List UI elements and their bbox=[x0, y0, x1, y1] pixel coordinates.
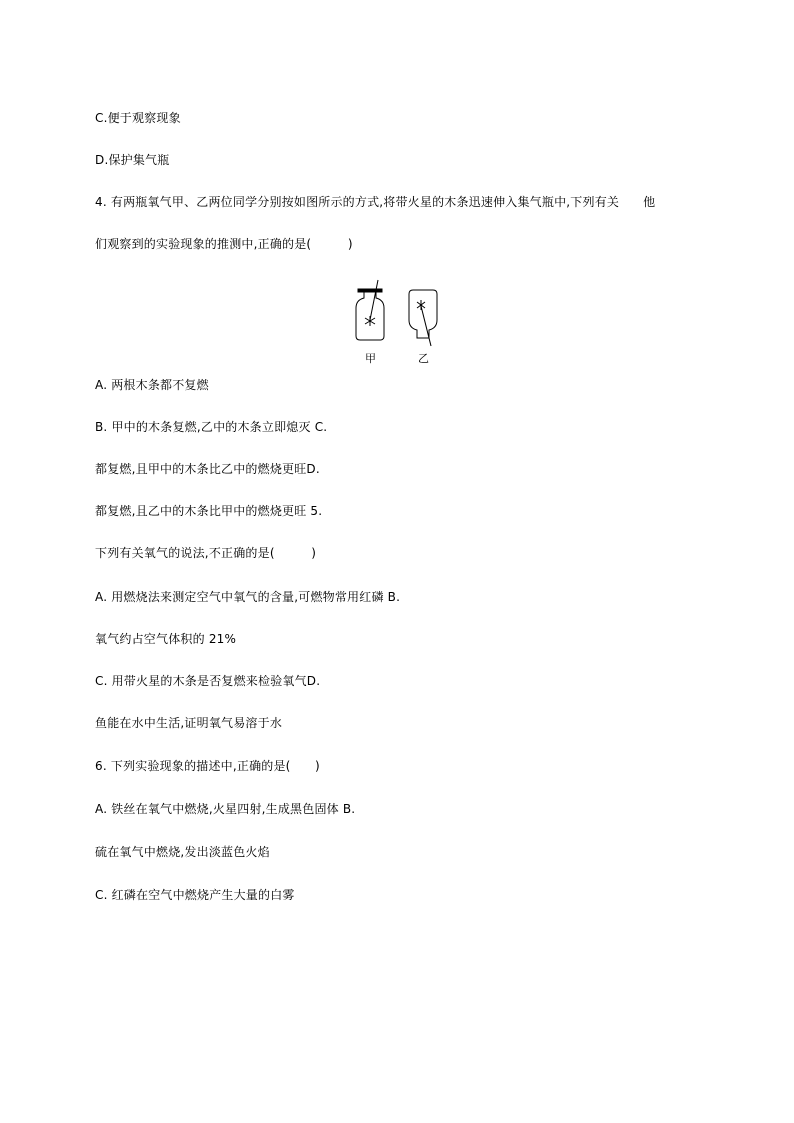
option-4b: B. 甲中的木条复燃,乙中的木条立即熄灭 C. bbox=[95, 420, 328, 434]
option-5a: A. 用燃烧法来测定空气中氧气的含量,可燃物常用红磷 B. bbox=[95, 590, 401, 604]
question-4-stem-line2: 们观察到的实验现象的推测中,正确的是( ) bbox=[95, 237, 353, 251]
bottle-jia-splint bbox=[370, 280, 378, 320]
option-3d: D.保护集气瓶 bbox=[95, 153, 170, 167]
option-6a: A. 铁丝在氧气中燃烧,火星四射,生成黑色固体 B. bbox=[95, 802, 356, 816]
question-4-stem-part2: 他 bbox=[643, 195, 656, 209]
question-4-stem-part1: 4. 有两瓶氧气甲、乙两位同学分别按如图所示的方式,将带火星的木条迅速伸入集气瓶中,下列有关 bbox=[95, 195, 620, 209]
question-6-stem: 6. 下列实验现象的描述中,正确的是( ) bbox=[95, 759, 320, 773]
bottle-yi-splint bbox=[421, 306, 431, 346]
option-5c: C. 用带火星的木条是否复燃来检验氧气D. bbox=[95, 674, 321, 688]
option-6b: 硫在氧气中燃烧,发出淡蓝色火焰 bbox=[95, 845, 270, 859]
question-5-stem: 下列有关氧气的说法,不正确的是( ) bbox=[95, 546, 317, 560]
gas-bottles-illustration bbox=[345, 276, 455, 356]
option-4d: 都复燃,且乙中的木条比甲中的燃烧更旺 5. bbox=[95, 504, 323, 518]
bottle-yi-spark bbox=[417, 300, 425, 310]
bottle-jia-spark bbox=[365, 316, 375, 326]
option-5b: 氧气约占空气体积的 21% bbox=[95, 632, 237, 646]
question-4-stem-line1 bbox=[95, 194, 655, 210]
option-5d: 鱼能在水中生活,证明氧气易溶于水 bbox=[95, 716, 283, 730]
option-4c: 都复燃,且甲中的木条比乙中的燃烧更旺D. bbox=[95, 462, 320, 476]
option-6c: C. 红磷在空气中燃烧产生大量的白雾 bbox=[95, 888, 295, 902]
option-3c: C.便于观察现象 bbox=[95, 111, 181, 125]
label-jia: 甲 bbox=[365, 352, 376, 365]
gas-bottle-figure bbox=[345, 276, 455, 368]
option-4a: A. 两根木条都不复燃 bbox=[95, 378, 209, 392]
label-yi: 乙 bbox=[418, 352, 429, 365]
bottle-jia-plate bbox=[358, 289, 382, 292]
